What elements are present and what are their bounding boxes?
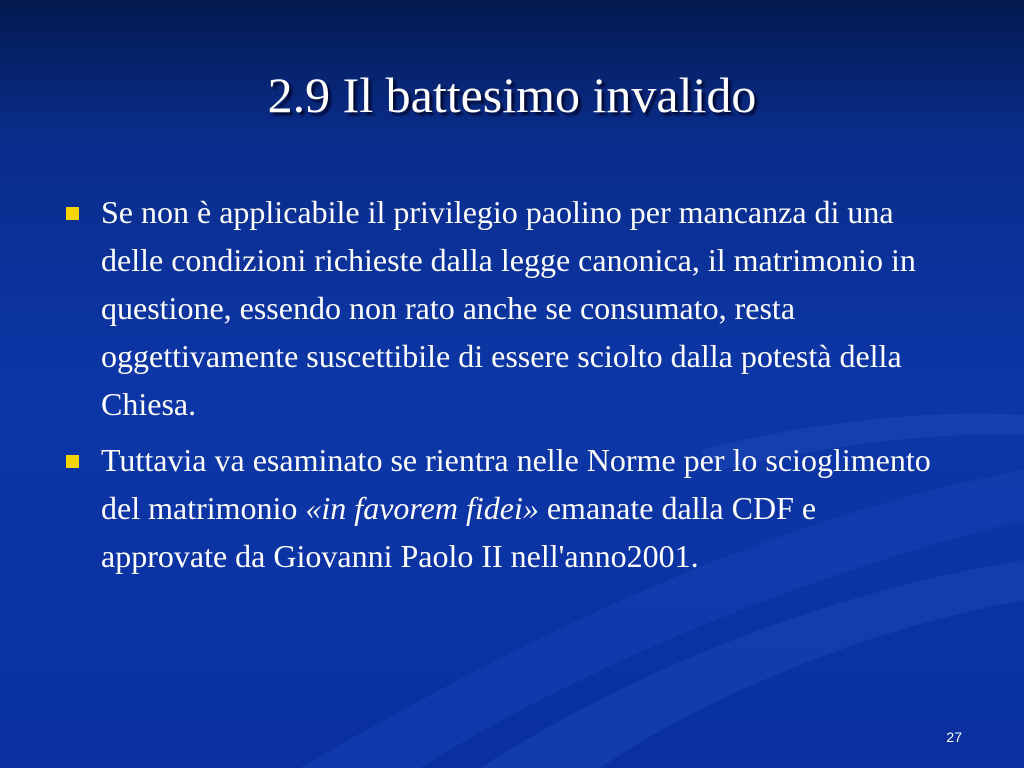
bullet-item (60, 188, 950, 428)
page-number: 27 (946, 729, 962, 745)
bullet-list (60, 188, 950, 588)
slide-title: 2.9 Il battesimo invalido (267, 67, 757, 123)
bullet-text-after: emanate dalla CDF e approvate da Giovanni Paolo II nell'anno2001. (101, 490, 817, 574)
bullet-item (60, 436, 950, 580)
bullet-text-italic: «in favorem fidei» (305, 490, 539, 526)
bullet-text: Se non è applicabile il privilegio paolino per mancanza di una delle condizioni richieste dalla legge canonica, il matrimonio in questione, essendo non rato anche se consumato, resta oggettivamente suscettibile di essere sciolto dalla potestà della Chiesa. (101, 194, 916, 422)
square-bullet-icon (66, 207, 79, 220)
bullet-text-before: Tuttavia va esaminato se rientra nelle Norme per lo scioglimento del matrimonio (101, 442, 931, 526)
square-bullet-icon (66, 455, 79, 468)
